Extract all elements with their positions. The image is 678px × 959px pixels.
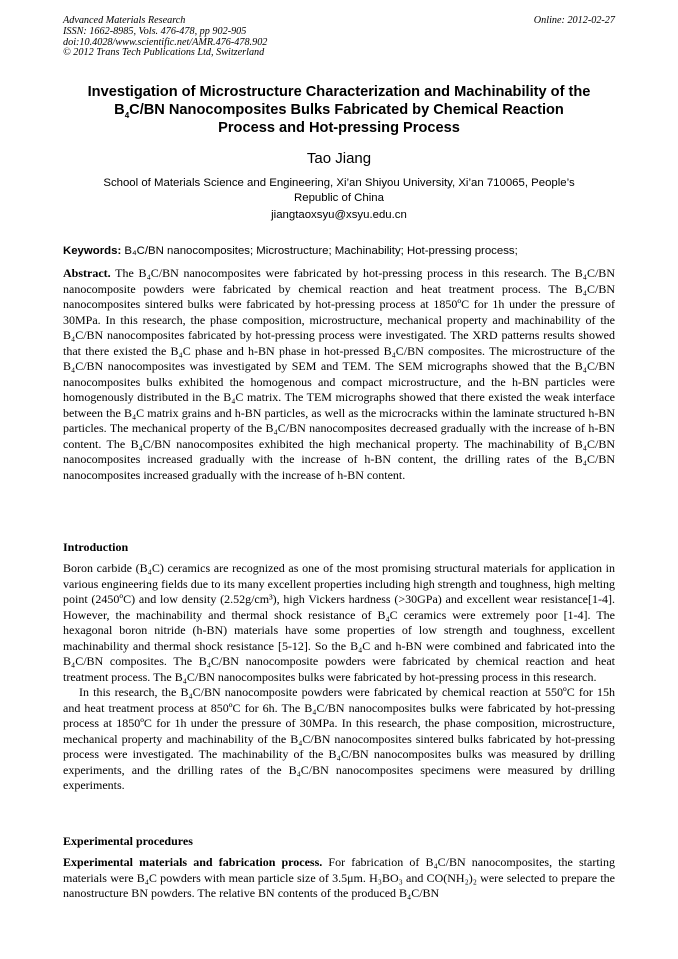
abstract-text: The B₄C/BN nanocomposites were fabricated by hot-pressing process in this research. The B₄C/BN nanocomposite powders were fabricated by chemical reaction and heat treatment process. The B₄C/BN nanocomposites sintered bulks were fabricated by hot-pressing process at 1850ºC for 1h under the pressure of 30MPa. In this research, the phase composition, microstructure, mechanical property and machinability of the B₄C/BN nanocomposites fabricated by hot-pressing process were investigated. The XRD patterns results showed that there existed the B₄C phase and h-BN phase in hot-pressed B₄C/BN composites. The microstructure of the B₄C/BN nanocomposites was investigated by SEM and TEM. The SEM micrographs showed that the B₄C/BN nanocomposites bulks exhibited the homogenous and compact microstructure, and the h-BN particles were homogenously distributed in the B₄C matrix. The TEM micrographs showed that there existed the weak interface between the B₄C matrix grains and h-BN particles, as well as the microcracks within the laminate structured h-BN particles. The mechanical property of the B₄C/BN nanocomposites decreased gradually with the increase of h-BN content. The B₄C/BN nanocomposites exhibited the high mechanical property. The machinability of B₄C/BN nanocomposites increased gradually with the increase of h-BN content, the drilling rates of the B₄C/BN nanocomposites increased gradually with the increase of h-BN content. xyxy=(63,266,615,482)
introduction-paragraph-1: Boron carbide (B₄C) ceramics are recognized as one of the most promising structural materials for application in various engineering fields due to its many excellent properties including high strength and toughness, high melting point (2450ºC) and low density (2.52g/cm³), high Vickers hardness (>30GPa) and excellent wear resistance[1-4]. However, the machinability and thermal shock resistance of B₄C ceramics were extremely poor [1-4]. The hexagonal boron nitride (h-BN) materials have some properties of low strength and toughness, excellent machinability and thermal shock resistance [5-12]. So the B₄C and h-BN were combined and fabricated into the B₄C/BN composites. The B₄C/BN nanocomposite powders were fabricated by chemical reaction and heat treatment process. The B₄C/BN nanocomposites bulks were fabricated by hot-pressing process in this research. xyxy=(63,561,615,684)
issn-line: ISSN: 1662-8985, Vols. 476-478, pp 902-905 xyxy=(63,25,247,37)
affiliation-line-2: Republic of China xyxy=(294,192,384,204)
experimental-paragraph xyxy=(63,855,615,902)
doi-line: doi:10.4028/www.scientific.net/AMR.476-478.902 xyxy=(63,36,268,48)
author-name: Tao Jiang xyxy=(306,150,372,167)
keywords-label: Keywords: xyxy=(63,245,122,257)
author-email[interactable]: jiangtaoxsyu@xsyu.edu.cn xyxy=(271,209,407,221)
copyright-line: © 2012 Trans Tech Publications Ltd, Switzerland xyxy=(63,47,265,59)
abstract-section xyxy=(63,266,615,483)
affiliation-line-1: School of Materials Science and Engineering, Xi’an Shiyou University, Xi’an 710065, People’s xyxy=(103,177,575,189)
keywords-text: B₄C/BN nanocomposites; Microstructure; Machinability; Hot-pressing process; xyxy=(124,245,518,257)
introduction-paragraph-2: In this research, the B₄C/BN nanocomposite powders were fabricated by chemical reaction at 550ºC for 15h and heat treatment process at 850ºC for 6h. The B₄C/BN nanocomposites bulks were fabricated by hot-pressing process at 1850ºC for 1h under the pressure of 30MPa. In this research, the phase composition, microstructure, mechanical property and machinability of the B₄C/BN nanocomposites sintered bulks fabricated by hot-pressing process were investigated. The machinability of the B₄C/BN nanocomposites bulks was measured by drilling experiments, and the drilling rates of the B₄C/BN nanocomposites specimens were measured by drilling experiments. xyxy=(63,685,615,792)
introduction-heading: Introduction xyxy=(63,540,129,554)
paper-title xyxy=(55,83,623,137)
introduction-section xyxy=(63,561,615,794)
affiliation xyxy=(63,176,615,206)
abstract-paragraph xyxy=(63,266,615,483)
journal-header xyxy=(63,16,615,59)
experimental-label: Experimental materials and fabrication process. xyxy=(63,855,323,869)
online-date: Online: 2012-02-27 xyxy=(533,15,615,26)
title-line-3: Process and Hot-pressing Process xyxy=(218,120,460,136)
experimental-section xyxy=(63,855,615,902)
title-line-1: Investigation of Microstructure Characterization and Machinability of the xyxy=(87,84,591,100)
keywords xyxy=(63,244,623,259)
title-line-2: $B_4C/BN$ Nanocomposites Bulks Fabricated by Chemical Reaction xyxy=(114,102,564,120)
abstract-label: Abstract. xyxy=(63,266,111,280)
experimental-heading: Experimental procedures xyxy=(63,834,193,848)
experimental-text: For fabrication of B₄C/BN nanocomposites, the starting materials were B₄C powders with mean particle size of 3.5μm. H₃BO₃ and CO(NH₂)₂ were selected to prepare the nanostructure BN powders. The relative BN contents of the produced B₄C/BN xyxy=(63,855,616,900)
journal-name: Advanced Materials Research xyxy=(63,15,186,26)
